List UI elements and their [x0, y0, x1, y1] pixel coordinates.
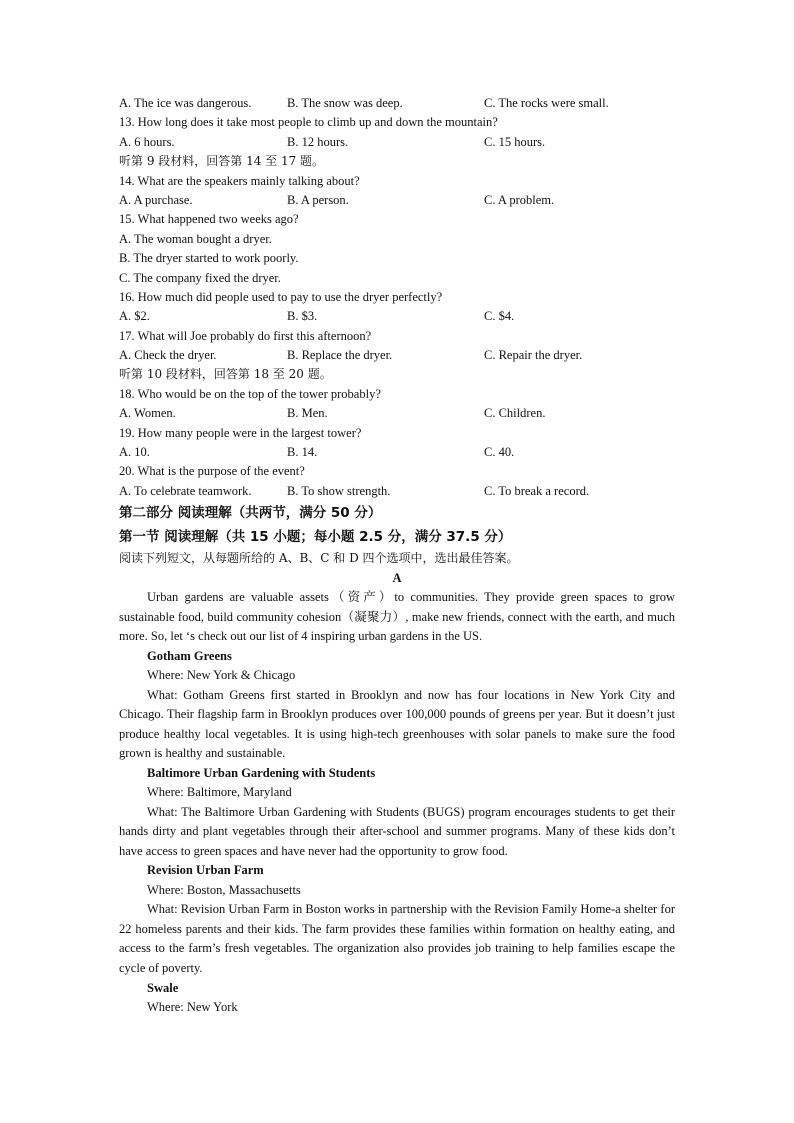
option-a: A. Check the dryer.	[119, 348, 217, 363]
option-c: C. To break a record.	[484, 483, 590, 498]
option-a: A. To celebrate teamwork.	[119, 483, 252, 498]
q19-options	[119, 443, 675, 462]
option-c: C. 40.	[484, 445, 515, 460]
part-title: 第二部分 阅读理解（共两节，满分 50 分）	[119, 505, 382, 522]
question-13: 13. How long does it take most people to climb up and down the mountain?	[119, 115, 498, 130]
option-a: A. A purchase.	[119, 192, 193, 207]
option-c: C. 15 hours.	[484, 134, 546, 149]
option-b: B. $3.	[287, 309, 318, 324]
question-17: 17. What will Joe probably do first this afternoon?	[119, 328, 372, 343]
garden-name: Swale	[147, 980, 179, 995]
garden-what: What: Gotham Greens first started in Brooklyn and now has four locations in New York City and Chicago. Their flagship farm in Brooklyn produces over 100,000 pounds of greens per year. But it doesn’t just produce healthy local vegetables. It is using high-tech greenhouses with solar panels to make sure the food grown is healthy and sustainable.	[119, 687, 675, 761]
question-20: 20. What is the purpose of the event?	[119, 464, 305, 479]
option-b: B. A person.	[287, 192, 349, 207]
q12-options	[119, 94, 675, 113]
garden-name: Baltimore Urban Gardening with Students	[147, 765, 376, 780]
option-b: B. Replace the dryer.	[287, 348, 393, 363]
question-14: 14. What are the speakers mainly talking about?	[119, 173, 360, 188]
garden-where: Where: Boston, Massachusetts	[147, 882, 301, 897]
q18-options	[119, 404, 675, 423]
question-19: 19. How many people were in the largest tower?	[119, 425, 362, 440]
question-16: 16. How much did people used to pay to use the dryer perfectly?	[119, 289, 443, 304]
option-c: C. A problem.	[484, 192, 555, 207]
question-18: 18. Who would be on the top of the tower probably?	[119, 386, 381, 401]
q16-options	[119, 307, 675, 326]
q14-options	[119, 191, 675, 210]
garden-name: Revision Urban Farm	[147, 863, 264, 878]
question-15: 15. What happened two weeks ago?	[119, 212, 299, 227]
passage-intro: Urban gardens are valuable assets（资产）to communities. They provide green spaces to grow sustainable food, build community cohesion（凝聚力）, make new friends, connect with the earth, and much more. So, let ‘s check out our list of 4 inspiring urban gardens in the US.	[119, 589, 675, 644]
option-b: B. 14.	[287, 445, 318, 460]
garden-where: Where: Baltimore, Maryland	[147, 785, 292, 800]
option-a: A. $2.	[119, 309, 150, 324]
reading-instruction: 阅读下列短文，从每题所给的 A、B、C 和 D 四个选项中，选出最佳答案。	[119, 551, 519, 566]
option-a: A. 10.	[119, 445, 150, 460]
q20-options	[119, 482, 675, 501]
option-c: C. Children.	[484, 406, 546, 421]
exam-page	[119, 94, 675, 1017]
section-title: 第一节 阅读理解（共 15 小题；每小题 2.5 分，满分 37.5 分）	[119, 529, 512, 546]
garden-where: Where: New York & Chicago	[147, 668, 296, 683]
option-c: C. $4.	[484, 309, 515, 324]
q15-option-a: A. The woman bought a dryer.	[119, 231, 272, 246]
option-b: B. To show strength.	[287, 483, 391, 498]
passage-label: A	[392, 570, 402, 585]
garden-where: Where: New York	[147, 1000, 238, 1015]
option-a: A. Women.	[119, 406, 176, 421]
garden-what: What: The Baltimore Urban Gardening with Students (BUGS) program encourages students to get their hands dirty and plant vegetables through their after-school and summer programs. Many of these kids don’t have access to green spaces and have never had the opportunity to grow food.	[119, 804, 675, 858]
garden-what: What: Revision Urban Farm in Boston works in partnership with the Revision Family Home-a shelter for 22 homeless parents and their kids. The farm provides these families within formation on healthy eating, and access to the farm’s fresh vegetables. The organization also provides job training to help families escape the cycle of poverty.	[119, 902, 675, 976]
option-a: A. 6 hours.	[119, 134, 175, 149]
q17-options	[119, 346, 675, 365]
q15-option-c: C. The company fixed the dryer.	[119, 270, 281, 285]
garden-name: Gotham Greens	[147, 648, 232, 663]
option-b: B. Men.	[287, 406, 328, 421]
option-c: C. Repair the dryer.	[484, 348, 583, 363]
q13-options	[119, 133, 675, 152]
option-b: B. 12 hours.	[287, 134, 349, 149]
section-9-instruction: 听第 9 段材料，回答第 14 至 17 题。	[119, 154, 325, 169]
section-10-instruction: 听第 10 段材料，回答第 18 至 20 题。	[119, 367, 332, 382]
option-a: A. The ice was dangerous.	[119, 96, 252, 110]
option-b: B. The snow was deep.	[287, 96, 403, 110]
q15-option-b: B. The dryer started to work poorly.	[119, 251, 299, 266]
option-c: C. The rocks were small.	[484, 96, 609, 110]
